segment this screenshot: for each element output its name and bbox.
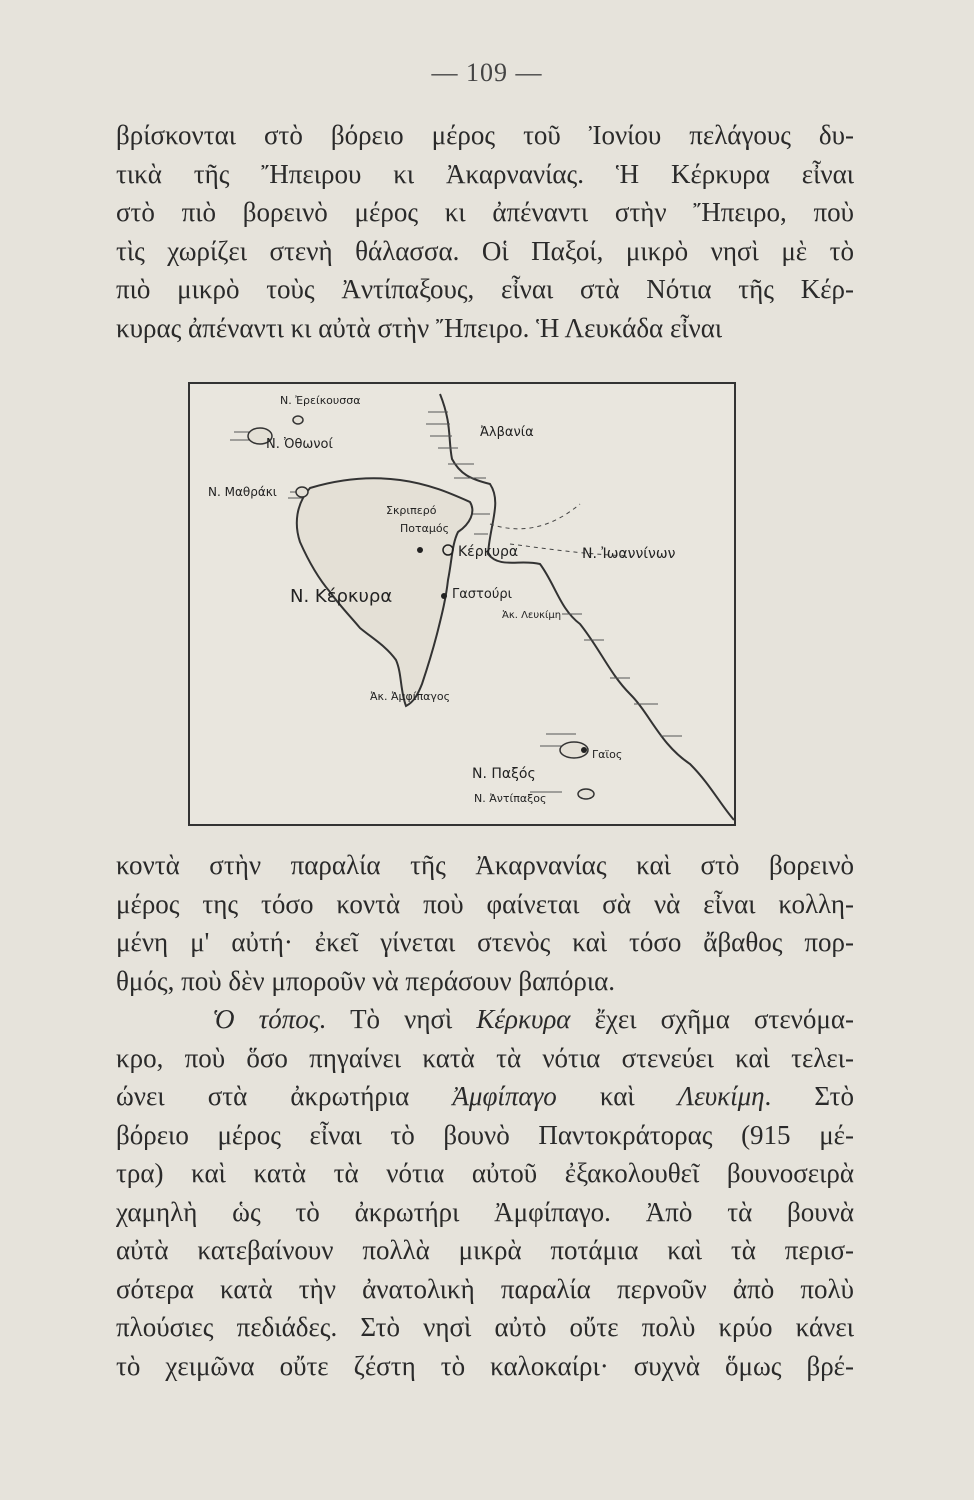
label-gastouri: Γαστούρι — [452, 587, 513, 602]
text-line: τρα) καὶ κατὰ τὰ νότια αὐτοῦ ἐξακολουθεῖ βουνοσειρὰ — [116, 1158, 854, 1188]
text-line: τὶς χωρίζει στενὴ θάλασσα. Οἱ Παξοί, μικρὸ νησὶ μὲ τὸ — [116, 235, 854, 266]
term-lefkimi: Λευκίμη — [677, 1081, 765, 1111]
text-fragment: Τὸ νησὶ — [326, 1004, 477, 1034]
paragraph-bottom — [116, 846, 854, 1385]
text-line — [116, 1000, 854, 1039]
page-number: — 109 — — [431, 58, 543, 87]
text-line: βρίσκονται στὸ βόρειο μέρος τοῦ Ἰονίου πελάγους δυ- — [116, 120, 854, 150]
mainland-coastline — [440, 394, 734, 820]
text-line: κοντὰ στὴν παραλία τῆς Ἀκαρνανίας καὶ στὸ βορεινὸ — [116, 850, 854, 880]
label-potamos: Ποταμός — [400, 522, 450, 535]
gastouri-marker — [441, 593, 447, 599]
label-ereikoussa: Ν. Ἐρείκουσσα — [280, 394, 361, 407]
label-mathraki: Ν. Μαθράκι — [208, 485, 277, 499]
section-heading-topos: Ὁ τόπος. — [212, 1004, 327, 1034]
map-of-corfu — [188, 382, 736, 826]
text-line: τὸ χειμῶνα οὔτε ζέστη τὸ καλοκαίρι· συχνὰ ὅμως βρέ- — [116, 1350, 854, 1381]
label-kerkyra-town: Κέρκυρα — [458, 544, 519, 560]
text-line: σότερα κατὰ τὴν ἀνατολικὴ παραλία περνοῦν ἀπὸ πολὺ — [116, 1273, 854, 1304]
text-line: κρο, ποὺ ὅσο πηγαίνει κατὰ τὰ νότια στενεύει καὶ τελει- — [116, 1042, 854, 1073]
potamos-marker — [417, 547, 423, 553]
paragraph-top — [116, 116, 854, 347]
text-line: μέρος της τόσο κοντὰ ποὺ φαίνεται σὰ νὰ εἶναι κολλη- — [116, 888, 854, 919]
gaios-marker — [581, 747, 587, 753]
label-albania: Ἀλβανία — [480, 425, 534, 440]
text-line: τικὰ τῆς Ἤπειρου κι Ἀκαρνανίας. Ἡ Κέρκυρα εἶναι — [116, 158, 854, 189]
text-fragment: ἔχει σχῆμα στενόμα- — [570, 1004, 855, 1034]
text-line: μένη μ' αὐτή· ἐκεῖ γίνεται στενὸς καὶ τόσο ἄβαθος πορ- — [116, 927, 854, 957]
label-gaios: Γαϊος — [592, 748, 623, 761]
text-line: αὐτὰ κατεβαίνουν πολλὰ μικρὰ ποτάμια καὶ τὰ περισ- — [116, 1235, 854, 1265]
text-fragment: . Στὸ — [764, 1081, 855, 1111]
label-amfipagos: Ἀκ. Ἀμφίπαγος — [370, 690, 451, 703]
mathraki-island — [296, 487, 308, 497]
ereikoussa-island — [293, 416, 303, 424]
text-line: πλούσιες πεδιάδες. Στὸ νησὶ αὐτὸ οὔτε πολὺ κρύο κάνει — [116, 1312, 854, 1342]
term-kerkyra: Κέρκυρα — [476, 1004, 571, 1034]
label-lefkimi: Ἀκ. Λευκίμη — [502, 610, 562, 621]
text-line: πιὸ μικρὸ τοὺς Ἀντίπαξους, εἶναι στὰ Νότια τῆς Κέρ- — [116, 274, 854, 304]
text-line: χαμηλὴ ὡς τὸ ἀκρωτήρι Ἀμφίπαγο. Ἀπὸ τὰ βουνὰ — [116, 1196, 854, 1227]
map-drawing — [190, 384, 734, 824]
label-paxos: Ν. Παξός — [472, 766, 536, 782]
term-amfipagos: Ἀμφίπαγο — [452, 1081, 557, 1111]
label-kerkyra-island: Ν. Κέρκυρα — [290, 586, 393, 607]
text-fragment: ώνει στὰ ἀκρωτήρια — [116, 1081, 453, 1111]
label-othonoi: Ν. Ὀθωνοί — [266, 437, 333, 452]
antipaxos-island — [578, 789, 594, 799]
text-line: βόρειο μέρος εἶναι τὸ βουνὸ Παντοκράτορας (915 μέ- — [116, 1119, 854, 1150]
label-ioannina: Ν. Ἰωαννίνων — [582, 546, 676, 562]
text-fragment: καὶ — [556, 1081, 678, 1111]
text-line — [116, 1077, 854, 1116]
label-skripero: Σκριπερό — [386, 504, 437, 517]
text-line: θμός, ποὺ δὲν μποροῦν νὰ περάσουν βαπόρια. — [116, 965, 615, 996]
text-line: στὸ πιὸ βορεινὸ μέρος κι ἀπέναντι στὴν Ἤπειρο, ποὺ — [116, 197, 854, 227]
label-antipaxos: Ν. Ἀντίπαξος — [474, 792, 547, 805]
text-line: κυρας ἀπέναντι κι αὐτὰ στὴν Ἤπειρο. Ἡ Λευκάδα εἶναι — [116, 312, 723, 343]
